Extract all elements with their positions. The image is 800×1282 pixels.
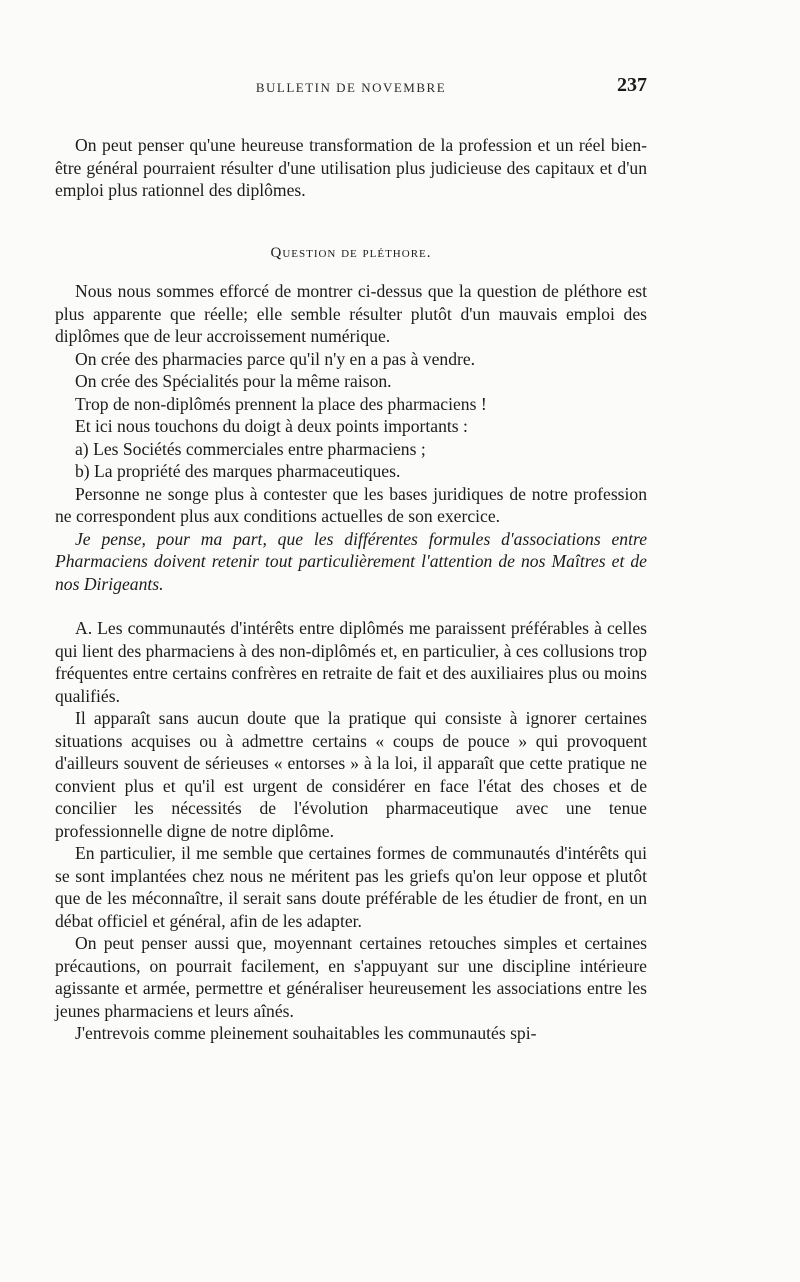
paragraph: On peut penser aussi que, moyennant certaines retouches simples et certaines précautions, on pourrait facilement, en s'appuyant sur une discipline intérieure agissante et armée, permettre et généraliser heureusement les associations entre les jeunes pharmaciens et leurs aînés. [55, 933, 647, 1021]
paragraph: Trop de non-diplômés prennent la place des pharmaciens ! [75, 393, 487, 414]
paragraph: Il apparaît sans aucun doute que la pratique qui consiste à ignorer certaines situations acquises ou à admettre certains « coups de pouce » qui provoquent d'ailleurs souvent de sérieuses « entorses » à la loi, il apparaît que cette pratique ne convient plus et qu'il est urgent de considérer en face l'état des choses et de concilier les nécessités de l'évolution pharmaceutique avec une tenue professionnelle digne de notre diplôme. [55, 708, 647, 841]
page-header [55, 74, 647, 108]
paragraph: Personne ne songe plus à contester que les bases juridiques de notre profession ne correspondent plus aux conditions actuelles de son exercice. [55, 483, 647, 526]
paragraph: J'entrevois comme pleinement souhaitables les communautés spi- [75, 1023, 537, 1043]
body-text [55, 134, 647, 1045]
paragraph: On crée des pharmacies parce qu'il n'y en a pas à vendre. [75, 348, 476, 369]
paragraph: En particulier, il me semble que certaines formes de communautés d'intérêts qui se sont implantées chez nous ne méritent pas les griefs qu'on leur oppose et plutôt que de les méconnaître, il serait sans doute préférable de les étudier de front, en un débat officiel et général, afin de les adapter. [55, 843, 647, 931]
page-number: 237 [617, 74, 647, 96]
paragraph: Nous nous sommes efforcé de montrer ci-dessus que la question de pléthore est plus apparente que réelle; elle semble résulter plutôt d'un mauvais emploi des diplômes que de leur accroissement numérique. [55, 281, 647, 346]
list-item-b: b) La propriété des marques pharmaceutiques. [75, 461, 401, 481]
intro-paragraph: On peut penser qu'une heureuse transformation de la profession et un réel bien-être général pourraient résulter d'une utilisation plus judicieuse des capitaux et d'un emploi plus rationnel des diplômes. [55, 135, 647, 200]
paragraph: On crée des Spécialités pour la même raison. [75, 371, 392, 391]
section-heading: Question de pléthore. [270, 244, 432, 261]
italic-paragraph: Je pense, pour ma part, que les différentes formules d'associations entre Pharmaciens doivent retenir tout particulièrement l'attention de nos Maîtres et de nos Dirigeants. [55, 528, 647, 594]
list-item-a: a) Les Sociétés commerciales entre pharmaciens ; [75, 438, 426, 459]
running-title: BULLETIN DE NOVEMBRE [255, 80, 447, 95]
paragraph-a: A. Les communautés d'intérêts entre diplômés me paraissent préférables à celles qui lient des pharmaciens à des non-diplômés et, en particulier, à ces collusions trop fréquentes entre certains confrères en retraite de fait et des auxiliaires plus ou moins qualifiés. [55, 618, 647, 706]
paragraph: Et ici nous touchons du doigt à deux points importants : [75, 416, 468, 436]
